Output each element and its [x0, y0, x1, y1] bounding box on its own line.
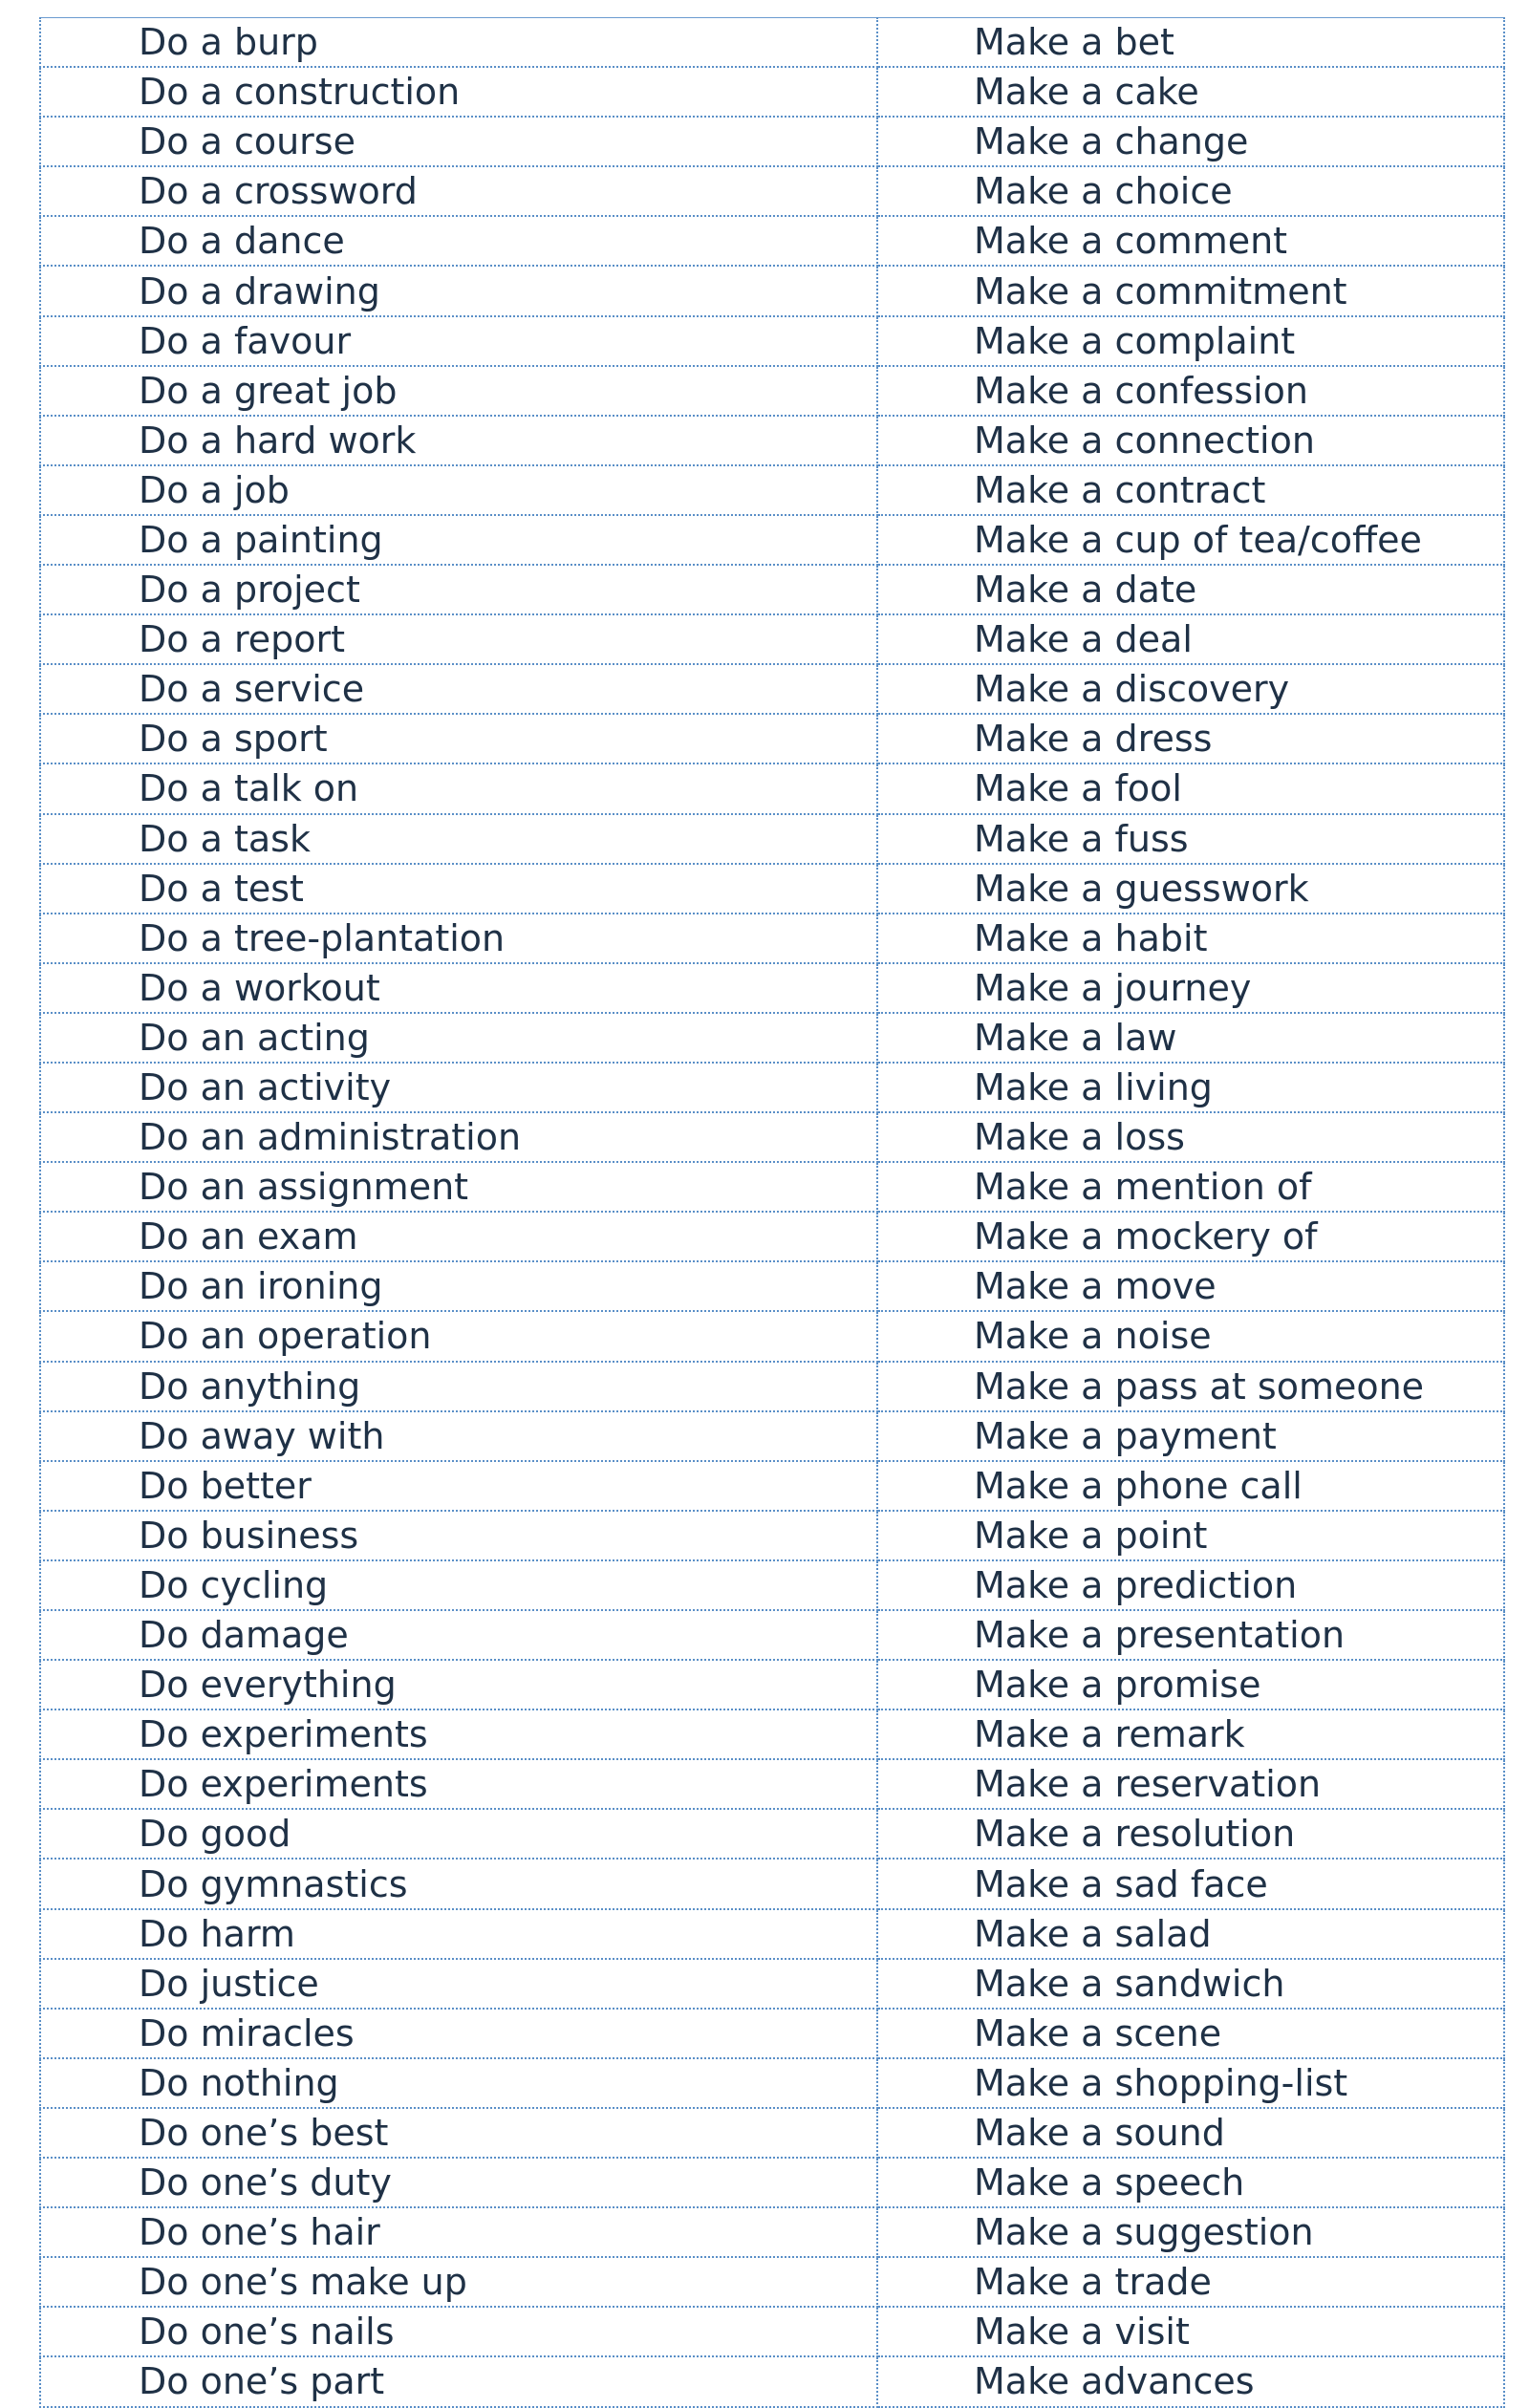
do-collocation-cell: Do a crossword [40, 166, 877, 216]
do-collocation-cell: Do an administration [40, 1112, 877, 1162]
make-collocation-cell: Make a noise [877, 1311, 1504, 1361]
table-row [40, 216, 1504, 266]
do-collocation-cell: Do gymnastics [40, 1859, 877, 1908]
do-collocation-cell: Do one’s hair [40, 2207, 877, 2257]
make-collocation-cell: Make a move [877, 1261, 1504, 1311]
do-collocation-cell: Do a tree-plantation [40, 914, 877, 963]
make-collocation-cell: Make a cake [877, 67, 1504, 117]
do-collocation-cell: Do a painting [40, 515, 877, 565]
make-collocation-cell: Make a presentation [877, 1610, 1504, 1660]
make-collocation-cell: Make a promise [877, 1660, 1504, 1709]
table-row [40, 1511, 1504, 1560]
do-collocation-cell: Do a workout [40, 963, 877, 1013]
do-collocation-cell: Do good [40, 1809, 877, 1859]
table-row [40, 1212, 1504, 1261]
table-row [40, 1660, 1504, 1709]
make-collocation-cell: Make a contract [877, 465, 1504, 515]
table-row [40, 2158, 1504, 2207]
table-row [40, 1261, 1504, 1311]
do-collocation-cell: Do a favour [40, 316, 877, 366]
do-collocation-cell: Do a dance [40, 216, 877, 266]
table-row [40, 1411, 1504, 1461]
make-collocation-cell: Make a connection [877, 416, 1504, 465]
do-collocation-cell: Do better [40, 1461, 877, 1511]
do-collocation-cell: Do miracles [40, 2009, 877, 2058]
make-collocation-cell: Make a bet [877, 18, 1504, 68]
make-collocation-cell: Make a dress [877, 714, 1504, 763]
make-collocation-cell: Make a scene [877, 2009, 1504, 2058]
do-collocation-cell: Do a talk on [40, 763, 877, 813]
table-row [40, 1859, 1504, 1908]
make-collocation-cell: Make a date [877, 565, 1504, 614]
make-collocation-cell: Make a mockery of [877, 1212, 1504, 1261]
do-collocation-cell: Do harm [40, 1909, 877, 1959]
make-collocation-cell: Make a resolution [877, 1809, 1504, 1859]
collocations-table [39, 17, 1505, 2408]
make-collocation-cell: Make a journey [877, 963, 1504, 1013]
do-collocation-cell: Do experiments [40, 1759, 877, 1809]
make-collocation-cell: Make a salad [877, 1909, 1504, 1959]
table-row [40, 2207, 1504, 2257]
table-row [40, 1809, 1504, 1859]
do-collocation-cell: Do a construction [40, 67, 877, 117]
make-collocation-cell: Make a living [877, 1063, 1504, 1112]
make-collocation-cell: Make a trade [877, 2257, 1504, 2307]
make-collocation-cell: Make a reservation [877, 1759, 1504, 1809]
table-row [40, 1311, 1504, 1361]
table-row [40, 565, 1504, 614]
table-row [40, 2356, 1504, 2406]
make-collocation-cell: Make a cup of tea/coffee [877, 515, 1504, 565]
do-collocation-cell: Do one’s part [40, 2356, 877, 2406]
make-collocation-cell: Make a commitment [877, 266, 1504, 315]
do-collocation-cell: Do a hard work [40, 416, 877, 465]
make-collocation-cell: Make a loss [877, 1112, 1504, 1162]
make-collocation-cell: Make a sound [877, 2108, 1504, 2158]
do-collocation-cell: Do justice [40, 1959, 877, 2009]
make-collocation-cell: Make a change [877, 117, 1504, 166]
make-collocation-cell: Make a comment [877, 216, 1504, 266]
table-row [40, 664, 1504, 714]
make-collocation-cell: Make a visit [877, 2307, 1504, 2356]
do-collocation-cell: Do a course [40, 117, 877, 166]
make-collocation-cell: Make a shopping-list [877, 2058, 1504, 2108]
make-collocation-cell: Make a phone call [877, 1461, 1504, 1511]
make-collocation-cell: Make a guesswork [877, 864, 1504, 914]
do-collocation-cell: Do one’s nails [40, 2307, 877, 2356]
table-row [40, 1162, 1504, 1212]
make-collocation-cell: Make a fool [877, 763, 1504, 813]
make-collocation-cell: Make a law [877, 1013, 1504, 1063]
table-row [40, 2257, 1504, 2307]
table-row [40, 515, 1504, 565]
table-row [40, 1013, 1504, 1063]
do-collocation-cell: Do an operation [40, 1311, 877, 1361]
do-collocation-cell: Do business [40, 1511, 877, 1560]
do-collocation-cell: Do one’s best [40, 2108, 877, 2158]
table-row [40, 2009, 1504, 2058]
table-row [40, 2108, 1504, 2158]
table-row [40, 366, 1504, 416]
make-collocation-cell: Make advances [877, 2356, 1504, 2406]
make-collocation-cell: Make a pass at someone [877, 1362, 1504, 1411]
make-collocation-cell: Make a sad face [877, 1859, 1504, 1908]
do-collocation-cell: Do an ironing [40, 1261, 877, 1311]
table-row [40, 963, 1504, 1013]
do-collocation-cell: Do nothing [40, 2058, 877, 2108]
table-row [40, 1709, 1504, 1759]
table-row [40, 465, 1504, 515]
do-collocation-cell: Do a task [40, 814, 877, 864]
do-collocation-cell: Do away with [40, 1411, 877, 1461]
do-collocation-cell: Do an exam [40, 1212, 877, 1261]
table-row [40, 1610, 1504, 1660]
make-collocation-cell: Make a sandwich [877, 1959, 1504, 2009]
table-row [40, 914, 1504, 963]
do-collocation-cell: Do one’s duty [40, 2158, 877, 2207]
table-row [40, 1909, 1504, 1959]
do-collocation-cell: Do a job [40, 465, 877, 515]
table-row [40, 1112, 1504, 1162]
make-collocation-cell: Make a suggestion [877, 2207, 1504, 2257]
do-collocation-cell: Do experiments [40, 1709, 877, 1759]
table-row [40, 1560, 1504, 1610]
collocations-sheet [39, 17, 1505, 2408]
table-row [40, 416, 1504, 465]
do-collocation-cell: Do an assignment [40, 1162, 877, 1212]
make-collocation-cell: Make a choice [877, 166, 1504, 216]
do-collocation-cell: Do an activity [40, 1063, 877, 1112]
table-row [40, 714, 1504, 763]
do-collocation-cell: Do a test [40, 864, 877, 914]
make-collocation-cell: Make a complaint [877, 316, 1504, 366]
make-collocation-cell: Make a point [877, 1511, 1504, 1560]
make-collocation-cell: Make a confession [877, 366, 1504, 416]
table-row [40, 864, 1504, 914]
make-collocation-cell: Make a remark [877, 1709, 1504, 1759]
make-collocation-cell: Make a deal [877, 614, 1504, 664]
do-collocation-cell: Do a report [40, 614, 877, 664]
table-row [40, 67, 1504, 117]
collocations-table-body [40, 18, 1504, 2407]
table-row [40, 1461, 1504, 1511]
table-row [40, 763, 1504, 813]
make-collocation-cell: Make a payment [877, 1411, 1504, 1461]
table-row [40, 2307, 1504, 2356]
make-collocation-cell: Make a mention of [877, 1162, 1504, 1212]
make-collocation-cell: Make a prediction [877, 1560, 1504, 1610]
table-row [40, 1063, 1504, 1112]
table-row [40, 1759, 1504, 1809]
table-row [40, 614, 1504, 664]
do-collocation-cell: Do a drawing [40, 266, 877, 315]
table-row [40, 316, 1504, 366]
make-collocation-cell: Make a discovery [877, 664, 1504, 714]
make-collocation-cell: Make a fuss [877, 814, 1504, 864]
table-row [40, 1959, 1504, 2009]
make-collocation-cell: Make a speech [877, 2158, 1504, 2207]
do-collocation-cell: Do a great job [40, 366, 877, 416]
do-collocation-cell: Do everything [40, 1660, 877, 1709]
table-row [40, 266, 1504, 315]
do-collocation-cell: Do a project [40, 565, 877, 614]
table-row [40, 1362, 1504, 1411]
table-row [40, 814, 1504, 864]
do-collocation-cell: Do a service [40, 664, 877, 714]
make-collocation-cell: Make a habit [877, 914, 1504, 963]
table-row [40, 117, 1504, 166]
do-collocation-cell: Do cycling [40, 1560, 877, 1610]
do-collocation-cell: Do one’s make up [40, 2257, 877, 2307]
table-row [40, 2058, 1504, 2108]
do-collocation-cell: Do damage [40, 1610, 877, 1660]
table-row [40, 18, 1504, 68]
do-collocation-cell: Do anything [40, 1362, 877, 1411]
table-row [40, 166, 1504, 216]
do-collocation-cell: Do an acting [40, 1013, 877, 1063]
do-collocation-cell: Do a sport [40, 714, 877, 763]
do-collocation-cell: Do a burp [40, 18, 877, 68]
